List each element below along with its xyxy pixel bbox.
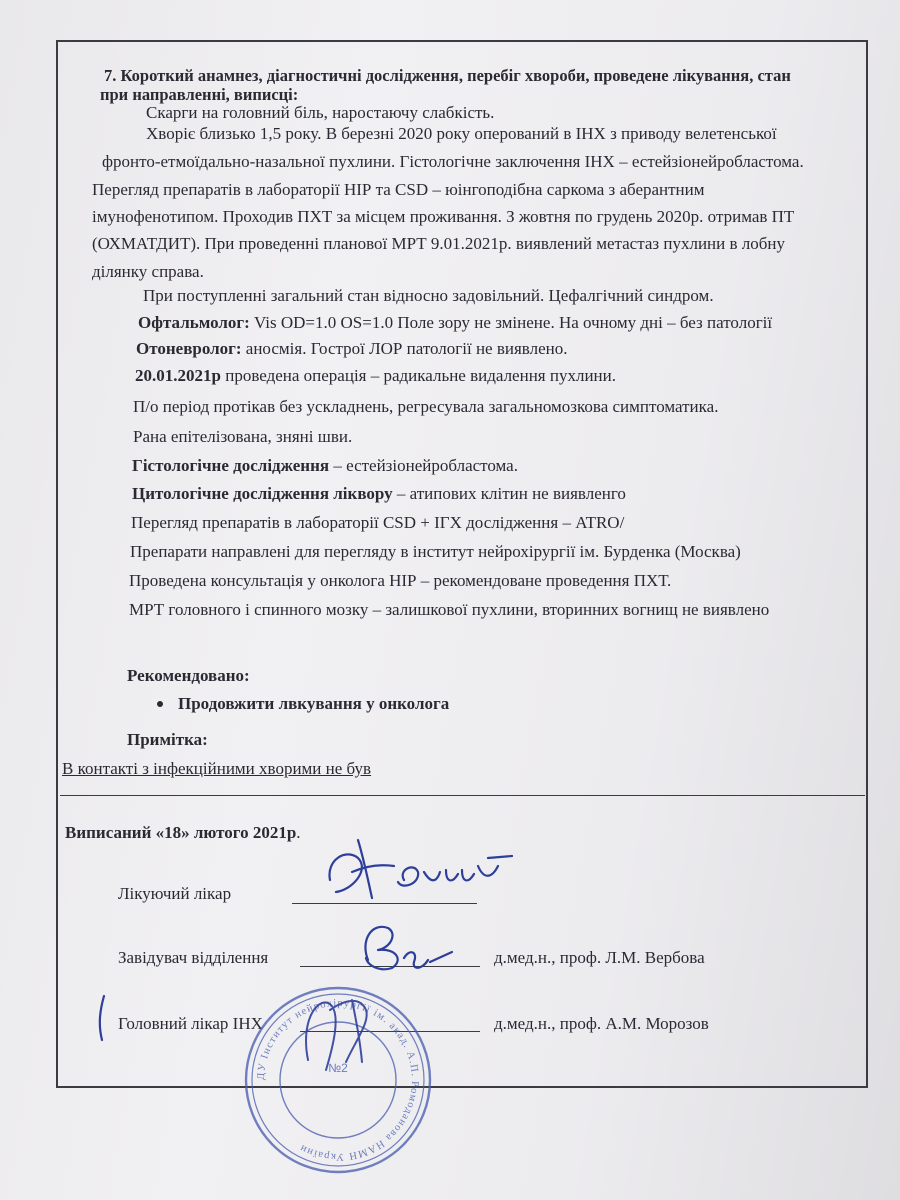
stamp-code: №2: [328, 1061, 348, 1075]
history-line: ділянку справа.: [92, 262, 204, 281]
attending-doctor-label: Лікуючий лікар: [118, 884, 232, 903]
head-of-department-label: Завідувач відділення: [118, 948, 269, 967]
ent-text: аносмія. Гострої ЛОР патології не виявлено.: [241, 339, 568, 358]
discharge-date-dot: .: [296, 823, 301, 842]
review-burdenko: Препарати направлені для перегляду в інститут нейрохірургії ім. Бурденка (Москва): [130, 542, 741, 561]
history-line: (ОХМАТДИТ). При проведенні планової МРТ 9.01.2021р. виявлений метастаз пухлини в лобну: [92, 234, 785, 253]
section-heading-cont: при направленні, виписці:: [100, 85, 299, 104]
postop-course: П/о період протікав без ускладнень, регресувала загальномозкова симптоматика.: [133, 397, 719, 416]
complaints: Скарги на головний біль, наростаючу слабкість.: [146, 103, 495, 122]
review-csd: Перегляд препаратів в лабораторії CSD + ІГХ дослідження – ATRO/: [131, 513, 625, 532]
discharge-date-text: Виписаний «18» лютого 2021р: [65, 823, 297, 842]
cytology-label: Цитологічне дослідження ліквору: [132, 484, 393, 503]
section-heading: 7. Короткий анамнез, діагностичні дослідження, перебіг хвороби, проведене лікування, стан: [104, 66, 791, 85]
history-line: фронто-етмоїдально-назальної пухлини. Гістологічне заключення ІНХ – естейзіонейробластома.: [102, 152, 804, 171]
admission-state: При поступленні загальний стан відносно задовільний. Цефалгічний синдром.: [143, 286, 714, 305]
wound-status: Рана епітелізована, зняні шви.: [133, 427, 353, 446]
ophthalmologist-text: Vis OD=1.0 OS=1.0 Поле зору не змінене. На очному дні – без патології: [249, 313, 773, 332]
history-line: Хворіє близько 1,5 року. В березні 2020 року оперований в ІНХ з приводу велетенської: [146, 124, 777, 143]
note-text: В контакті з інфекційними хворими не був: [62, 759, 372, 778]
cytology-text: – атипових клітин не виявленго: [392, 484, 626, 503]
surgery-date: 20.01.2021р: [135, 366, 221, 385]
stamp-text: ДУ Інститут нейрохірургії ім. акад. А.П. Ромоданова НАМН України: [255, 997, 421, 1163]
chief-physician-name: д.мед.н., проф. А.М. Морозов: [494, 1014, 709, 1033]
history-line: імунофенотипом. Проходив ПХТ за місцем проживання. З жовтня по грудень 2020р. отримав ПТ: [92, 207, 795, 226]
ent-label: Отоневролог:: [136, 339, 242, 358]
note-label: Примітка:: [127, 730, 208, 749]
histology-label: Гістологічне дослідження: [132, 456, 330, 475]
ophthalmologist-label: Офтальмолог:: [138, 313, 250, 332]
mri-result: МРТ головного і спинного мозку – залишкової пухлини, вторинних вогнищ не виявлено: [129, 600, 770, 619]
history-line: Перегляд препаратів в лабораторії НІР та CSD – юінгоподібна саркома з аберантним: [92, 180, 705, 199]
recommendations-label: Рекомендовано:: [127, 666, 250, 685]
head-of-department-name: д.мед.н., проф. Л.М. Вербова: [494, 948, 705, 967]
recommendation-item: Продовжити лвкування у онколога: [178, 694, 450, 713]
chief-physician-label: Головний лікар ІНХ: [118, 1014, 263, 1033]
histology-text: – естейзіонейробластома.: [329, 456, 518, 475]
oncology-consult: Проведена консультація у онколога НІР – рекомендоване проведення ПХТ.: [129, 571, 672, 590]
surgery-text: проведена операція – радикальне видалення пухлини.: [220, 366, 616, 385]
